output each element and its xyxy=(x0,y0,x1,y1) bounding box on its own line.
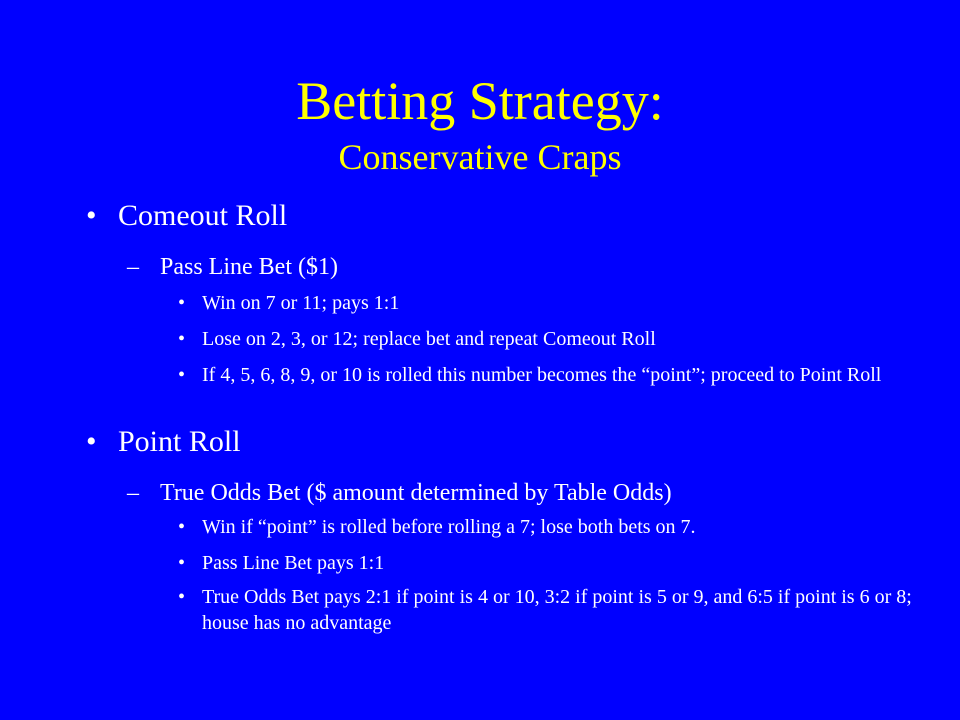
point-item-label: Lose on 2, 3, or 12; replace bet and repeat Comeout Roll xyxy=(202,328,656,350)
sub-item-label: Pass Line Bet ($1) xyxy=(160,254,338,280)
point-item-label: True Odds Bet pays 2:1 if point is 4 or 10, 3:2 if point is 5 or 9, and 6:5 if point is 6 or 8; house has no advantage xyxy=(202,586,912,634)
bullet-icon: • xyxy=(178,586,186,608)
point-item-label: Win on 7 or 11; pays 1:1 xyxy=(202,292,400,314)
bullet-icon: • xyxy=(178,292,186,314)
bullet-icon: • xyxy=(178,328,186,350)
point-item-label: If 4, 5, 6, 8, 9, or 10 is rolled this number becomes the “point”; proceed to Point Roll xyxy=(202,364,882,386)
dash-icon: – xyxy=(127,480,139,506)
point-item-label: Win if “point” is rolled before rolling a 7; lose both bets on 7. xyxy=(202,516,696,538)
slide-title: Betting Strategy: xyxy=(296,71,664,131)
bullet-icon: • xyxy=(86,199,97,232)
section-heading-label: Point Roll xyxy=(118,425,241,458)
title-block xyxy=(0,72,960,178)
bullet-icon: • xyxy=(86,425,97,458)
bullet-icon: • xyxy=(178,364,186,386)
slide-subtitle: Conservative Craps xyxy=(338,137,622,177)
bullet-icon: • xyxy=(178,552,186,574)
dash-icon: – xyxy=(127,254,139,280)
bullet-icon: • xyxy=(178,516,186,538)
point-item-label: Pass Line Bet pays 1:1 xyxy=(202,552,385,574)
sub-item-label: True Odds Bet ($ amount determined by Table Odds) xyxy=(160,480,672,506)
section-heading-label: Comeout Roll xyxy=(118,199,288,232)
